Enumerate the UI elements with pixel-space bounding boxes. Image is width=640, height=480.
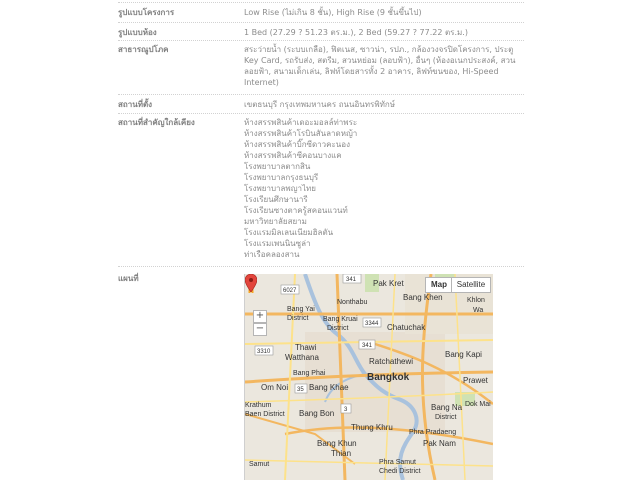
facilities-value: สระว่ายน้ำ (ระบบเกลือ), ฟิตเนส, ซาวน่า, รปภ., กล้องวงจรปิดโครงการ, ประตู Key Card, รถรับส่ง, สตรีม, สวนหย่อม (ลอบฟ้า), อื่นๆ (ห้องอเนกประสงค์, สวนลอยฟ้า, สนามเด็กเล่น, ลิฟท์โดยสารทั้ง 2 อาคาร, ลิฟท์ขนของ, Hi-Speed Internet): [244, 45, 516, 87]
facilities-label: สาธารณูปโภค: [118, 45, 169, 54]
place-label: Prawet: [463, 376, 488, 385]
nearby-label: สถานที่สำคัญใกล้เคียง: [118, 118, 195, 127]
place-label: Bang Khen: [403, 293, 443, 302]
map-type-satellite-button[interactable]: Satellite: [451, 277, 491, 293]
svg-text:3344: 3344: [365, 321, 379, 327]
road-shield: [295, 384, 307, 393]
divider: [118, 113, 524, 114]
place-label: Bang Khae: [309, 383, 349, 392]
road-shield: [363, 318, 381, 327]
place-label: Krathum: [245, 402, 272, 409]
divider: [118, 94, 524, 95]
list-item: โรงพยาบาลตากสิน: [244, 162, 311, 171]
road-shield: [281, 285, 299, 294]
place-label: Chedi District: [379, 468, 421, 475]
place-label: Bang Kruai: [323, 316, 358, 323]
svg-text:341: 341: [346, 277, 357, 283]
zoom-control: [253, 310, 267, 336]
road-shield: [255, 346, 273, 355]
place-label: Bangkok: [367, 372, 410, 383]
svg-text:3: 3: [344, 407, 348, 413]
place-label: Bang Bon: [299, 409, 335, 418]
place-label: Bang Phai: [293, 370, 326, 377]
place-label: Samut: [249, 461, 270, 468]
road-shield: [343, 274, 361, 283]
place-label: Bang Kapi: [445, 350, 482, 359]
place-label: Bang Yai: [287, 306, 315, 313]
list-item: ห้างสรรพสินค้าซีคอนบางแค: [244, 151, 342, 160]
place-label: Baen District: [245, 411, 285, 418]
building-type-label: รูปแบบโครงการ: [118, 8, 175, 17]
place-label: Khlon: [467, 297, 485, 304]
map-label: แผนที่: [118, 274, 139, 283]
place-label: Wa: [473, 307, 484, 314]
place-label: Thawi: [295, 343, 317, 352]
place-label: Bang Na: [431, 403, 463, 412]
place-label: District: [327, 325, 349, 332]
place-label: Phra Pradaeng: [409, 429, 457, 436]
nearby-list: [244, 117, 524, 260]
place-label: Om Noi: [261, 383, 289, 392]
map-marker-icon[interactable]: [245, 274, 257, 292]
list-item: ห้างสรรพสินค้าเดอะมอลล์ท่าพระ: [244, 118, 358, 127]
road-shield: [341, 404, 351, 413]
place-label: Pak Nam: [423, 439, 456, 448]
map-embed[interactable]: [244, 274, 493, 480]
location-label: สถานที่ตั้ง: [118, 100, 153, 109]
svg-text:3310: 3310: [257, 349, 271, 355]
place-label: Watthana: [285, 353, 319, 362]
location-value: เขตธนบุรี กรุงเทพมหานคร ถนนอินทรพิทักษ์: [244, 100, 395, 109]
list-item: มหาวิทยาลัยสยาม: [244, 217, 307, 226]
map-canvas: [245, 274, 493, 480]
place-label: District: [435, 414, 457, 421]
place-label: Nonthabu: [337, 299, 368, 306]
place-label: District: [287, 315, 309, 322]
room-type-label: รูปแบบห้อง: [118, 28, 157, 37]
place-label: Chatuchak: [387, 323, 426, 332]
list-item: ห้างสรรพสินค้าโรบินสันลาดหญ้า: [244, 129, 358, 138]
divider: [118, 40, 524, 41]
building-type-value: Low Rise (ไม่เกิน 8 ชั้น), High Rise (9 ชั้นขึ้นไป): [244, 8, 422, 17]
divider: [118, 266, 524, 267]
map-type-map-button[interactable]: Map: [425, 277, 453, 293]
room-type-value: 1 Bed (27.29 ? 51.23 ตร.ม.), 2 Bed (59.27 ? 77.22 ตร.ม.): [244, 28, 468, 37]
place-label: Dok Mai: [465, 401, 491, 408]
list-item: โรงแรมมิลเลนเนียมฮิลตัน: [244, 228, 334, 237]
svg-text:6027: 6027: [283, 288, 297, 294]
list-item: โรงแรมเพนนินซูล่า: [244, 239, 311, 248]
place-label: Thung Khru: [351, 423, 393, 432]
svg-text:341: 341: [362, 343, 373, 349]
list-item: ห้างสรรพสินค้าบิ๊กซีดาวคะนอง: [244, 140, 350, 149]
road-shield: [359, 340, 375, 349]
divider: [118, 22, 524, 23]
list-item: โรงพยาบาลกรุงธนบุรี: [244, 173, 319, 182]
svg-text:35: 35: [297, 387, 304, 393]
list-item: โรงเรียนซางตาครู้สคอนแวนท์: [244, 206, 348, 215]
place-label: Bang Khun: [317, 439, 357, 448]
place-label: Pak Kret: [373, 279, 404, 288]
list-item: โรงเรียนศึกษานารี: [244, 195, 308, 204]
list-item: โรงพยาบาลพญาไทย: [244, 184, 316, 193]
zoom-out-button[interactable]: −: [253, 323, 267, 336]
place-label: Thian: [331, 449, 352, 458]
zoom-in-button[interactable]: +: [253, 310, 267, 323]
list-item: ท่าเรือคลองสาน: [244, 250, 300, 259]
divider: [118, 2, 524, 3]
place-label: Phra Samut: [379, 459, 416, 466]
place-label: Ratchathewi: [369, 357, 414, 366]
